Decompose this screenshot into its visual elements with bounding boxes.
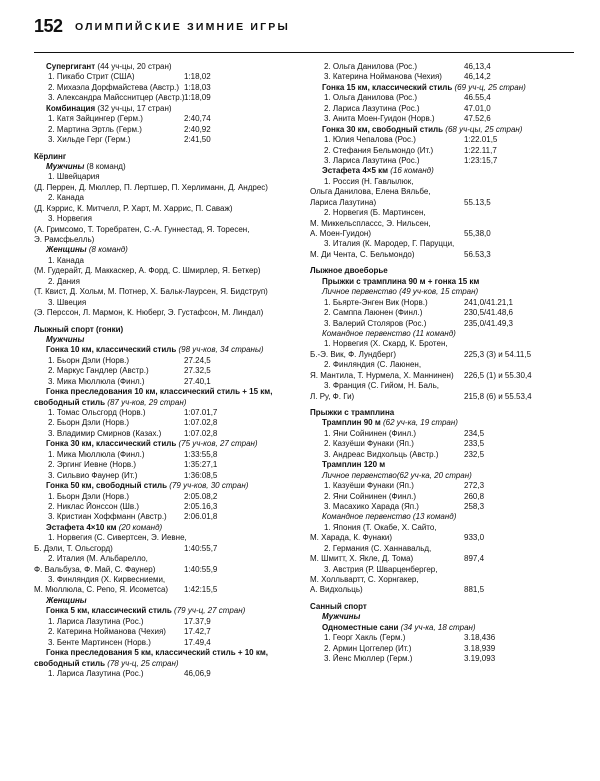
result-value: 17.37,9 — [184, 616, 211, 626]
result-entry: 2. Стефания Бельмондо (Ит.) — [324, 145, 434, 155]
result-value: 2:06.01,8 — [184, 512, 218, 522]
result-value: 235,0/41.49,3 — [464, 318, 513, 328]
result-value: 17.42,7 — [184, 627, 211, 637]
result-entry: 2. Михаэла Дорфмайстева (Австр.) — [48, 82, 180, 92]
result-row — [310, 371, 562, 381]
event-heading: свободный стиль (87 уч-ков, 29 стран) — [34, 397, 187, 407]
team-roster: (М. Гудерайт, Д. Маккаскер, А. Форд, С. Шмирлер, Я. Беткер) — [34, 266, 261, 276]
result-entry: 3. Франция (С. Гийом, Н. Баль, — [324, 381, 439, 391]
result-entry: 2. Самппа Лаюнен (Финл.) — [324, 308, 423, 318]
result-value: 1:33:55,8 — [184, 449, 218, 459]
result-entry: 3. Австрия (Р. Шварценбергер, — [324, 564, 438, 574]
result-value: 226,5 (1) и 55.30,4 — [464, 370, 532, 380]
result-value: 55.13,5 — [464, 197, 491, 207]
team-roster: (Э. Перссон, Л. Мармон, К. Нюберг, Э. Густафсон, М. Линдал) — [34, 308, 264, 318]
sport-heading: Прыжки с трамплина — [310, 408, 395, 417]
result-list — [310, 298, 562, 329]
result-list — [34, 533, 292, 596]
result-row — [34, 408, 292, 418]
result-entry: 2. Маркус Гандлер (Австр.) — [48, 366, 149, 376]
result-entry: 1. Бьорн Дэли (Норв.) — [48, 355, 130, 365]
result-entry: М. Ди Чента, С. Бельмондо) — [310, 249, 415, 259]
event-heading: свободный стиль (78 уч-ц, 25 стран) — [34, 658, 179, 668]
result-entry: 1. Япония (Т. Окабе, Х. Сайто, — [324, 522, 437, 532]
result-row — [310, 229, 562, 239]
result-entry: 2. Никлас Йонссон (Шв.) — [48, 501, 139, 511]
result-row — [34, 460, 292, 470]
result-row — [310, 381, 562, 391]
result-row — [34, 366, 292, 376]
result-entry: 3. Финляндия (Х. Кирвесниеми, — [48, 575, 166, 584]
result-entry: 1. Бьярте-Энген Вик (Норв.) — [324, 297, 428, 307]
event-note: Личное первенство (49 уч-ков, 15 стран) — [322, 287, 479, 297]
result-row — [34, 471, 292, 481]
result-entry: 2. Катерина Нойманова (Чехия) — [48, 627, 166, 637]
result-value: 233,5 — [464, 439, 485, 449]
left-column — [34, 62, 292, 679]
result-row — [310, 544, 562, 554]
section-heading: Комбинация (32 уч-цы, 17 стран) — [46, 103, 172, 113]
result-row — [310, 198, 562, 208]
result-value: 1:42:15,5 — [184, 585, 218, 595]
result-list — [310, 481, 562, 512]
result-row — [34, 492, 292, 502]
result-row — [310, 239, 562, 249]
result-list — [310, 429, 562, 460]
result-value: 17.49,4 — [184, 637, 211, 647]
result-value: 225,3 (3) и 54.11,5 — [464, 349, 532, 359]
result-value: 3.19,093 — [464, 654, 496, 664]
result-value: 1:40:55,7 — [184, 543, 218, 553]
result-value: 258,3 — [464, 501, 485, 511]
result-value: 1:22.01,5 — [464, 135, 498, 145]
event-heading: Гонка 30 км, классический стиль (75 уч-ков, 27 стран) — [46, 439, 258, 449]
result-row — [34, 575, 292, 585]
result-row — [310, 575, 562, 585]
result-entry: 2. Бьорн Дэли (Норв.) — [48, 418, 130, 428]
result-row — [310, 114, 562, 124]
result-row — [310, 187, 562, 197]
result-entry: 1. Георг Хакль (Герм.) — [324, 633, 406, 643]
gender-heading: Мужчины — [46, 334, 85, 344]
result-value: 2:05.08,2 — [184, 491, 218, 501]
result-entry: 1. Ольга Данилова (Рос.) — [324, 93, 418, 103]
result-row — [34, 83, 292, 93]
team-roster: (Т. Квист, Д. Хольм, М. Потнер, Х. Бальк-Лаурсен, Я. Бидструп) — [34, 287, 268, 297]
page-number: 152 — [34, 16, 63, 36]
result-row — [310, 554, 562, 564]
result-row — [310, 450, 562, 460]
result-row — [34, 125, 292, 135]
result-row — [310, 177, 562, 187]
event-heading: Эстафета 4×10 км (20 команд) — [46, 522, 163, 532]
result-value: 1:18,02 — [184, 72, 211, 82]
result-entry: 2. Лариса Лазутина (Рос.) — [324, 103, 420, 113]
result-value: 3.18,436 — [464, 633, 496, 643]
result-list — [310, 135, 562, 166]
result-entry: Лариса Лазутина) — [310, 197, 377, 207]
result-row — [310, 481, 562, 491]
result-list — [310, 93, 562, 124]
result-value: 27.32,5 — [184, 366, 211, 376]
result-entry: 2. Финляндия (С. Лаюнен, — [324, 360, 422, 370]
result-row — [34, 565, 292, 575]
result-value: 1:36:08,5 — [184, 470, 218, 480]
result-entry: 1. Катя Зайцингер (Герм.) — [48, 114, 143, 124]
sport-heading: Санный спорт — [310, 601, 367, 611]
result-list — [310, 177, 562, 261]
result-row — [310, 156, 562, 166]
result-row — [310, 633, 562, 643]
result-row — [34, 418, 292, 428]
result-list — [310, 62, 562, 83]
sport-heading: Лыжное двоеборье — [310, 266, 388, 276]
result-row — [310, 308, 562, 318]
result-entry: 1. Пикабо Стрит (США) — [48, 72, 135, 82]
result-list — [310, 339, 562, 402]
result-value: 46,14,2 — [464, 72, 491, 82]
result-list — [34, 408, 292, 439]
page-header — [34, 16, 574, 42]
team-list — [34, 256, 292, 319]
result-value: 241,0/41.21,1 — [464, 297, 513, 307]
event-heading: Гонка преследования 10 км, классический стиль + 15 км, — [46, 387, 273, 397]
team-roster: (А. Гримсомо, Т. Торебратен, С.-А. Гуннестад, Я. Торесен, — [34, 224, 250, 234]
result-entry: 2. Ольга Данилова (Рос.) — [324, 62, 418, 71]
result-entry: 2. Мартина Эртль (Герм.) — [48, 124, 142, 134]
result-entry: 3. Йенс Мюллер (Герм.) — [324, 654, 413, 664]
result-value: 2:40,74 — [184, 114, 211, 124]
result-value: 55,38,0 — [464, 229, 491, 238]
result-row — [34, 72, 292, 82]
result-row — [310, 93, 562, 103]
result-value: 1:07.02,8 — [184, 428, 218, 438]
result-entry: 2. Казуёши Фунаки (Яп.) — [324, 439, 414, 449]
result-row — [34, 554, 292, 564]
result-entry: 3. Масахико Харада (Яп.) — [324, 501, 419, 511]
result-row — [310, 104, 562, 114]
result-value: 47.52,6 — [464, 114, 491, 124]
result-row — [310, 502, 562, 512]
result-entry: 3. Италия (К. Мародер, Г. Паруцци, — [324, 239, 455, 249]
result-value: 260,8 — [464, 491, 485, 501]
result-entry: 3. Лариса Лазутина (Рос.) — [324, 155, 420, 165]
result-value: 47.01,0 — [464, 103, 491, 113]
result-value: 46.55,4 — [464, 93, 491, 103]
result-row — [34, 627, 292, 637]
result-entry: 2. Яни Сойнинен (Финл.) — [324, 491, 417, 501]
result-entry: 1. Яни Сойнинен (Финл.) — [324, 428, 417, 438]
result-entry: 3. Валерий Столяров (Рос.) — [324, 318, 427, 328]
team-roster: Э. Рамсфьелль) — [34, 235, 95, 244]
event-note: Командное первенство (11 команд) — [322, 328, 456, 338]
sport-heading: Лыжный спорт (гонки) — [34, 324, 124, 334]
result-row — [310, 429, 562, 439]
team-list — [34, 172, 292, 245]
team-place: 1. Швейцария — [48, 172, 100, 182]
result-row — [310, 523, 562, 533]
result-value: 2:40,92 — [184, 124, 211, 134]
result-row — [310, 72, 562, 82]
result-value: 881,5 — [464, 585, 485, 595]
result-entry: 2. Норвегия (Б. Мартинсен, — [324, 208, 426, 218]
result-entry: 1. Казуёши Фунаки (Яп.) — [324, 481, 414, 491]
result-entry: 3. Бенте Мартинсен (Норв.) — [48, 637, 151, 647]
result-row — [310, 360, 562, 370]
result-entry: Л. Ру, Ф. Ги) — [310, 391, 355, 401]
result-row — [310, 644, 562, 654]
result-value: 27.40,1 — [184, 376, 211, 386]
result-entry: 2. Италия (М. Альбарелло, — [48, 554, 148, 564]
result-entry: 2. Германия (С. Ханнавальд, — [324, 543, 432, 553]
result-value: 230,5/41.48,6 — [464, 308, 513, 318]
result-entry: М. Шмитт, Х. Якле, Д. Тома) — [310, 554, 414, 564]
result-row — [34, 450, 292, 460]
sport-heading: Кёрлинг — [34, 151, 67, 161]
event-note: Командное первенство (13 команд) — [322, 512, 457, 522]
result-entry: 1. Лариса Лазутина (Рос.) — [48, 616, 144, 626]
team-place: 2. Дания — [48, 276, 80, 286]
result-row — [310, 492, 562, 502]
event-heading: Эстафета 4×5 км (16 команд) — [322, 166, 434, 176]
result-value: 232,5 — [464, 449, 485, 459]
result-row — [34, 93, 292, 103]
event-heading: Трамплин 90 м (62 уч-ка, 19 стран) — [322, 418, 458, 428]
event-heading: Гонка 5 км, классический стиль (79 уч-ц, 27 стран) — [46, 606, 246, 616]
result-entry: 1. Юлия Чепалова (Рос.) — [324, 135, 416, 145]
result-row — [310, 533, 562, 543]
result-row — [34, 533, 292, 543]
result-value: 234,5 — [464, 428, 485, 438]
result-row — [34, 638, 292, 648]
result-row — [310, 392, 562, 402]
result-list — [34, 114, 292, 145]
result-entry: 1. Россия (Н. Гавлылюк, — [324, 176, 414, 186]
result-row — [310, 219, 562, 229]
result-row — [310, 654, 562, 664]
result-entry: 1. Томас Ольсгорд (Норв.) — [48, 408, 146, 417]
result-row — [310, 135, 562, 145]
team-place: 3. Норвегия — [48, 214, 92, 224]
event-heading: Прыжки с трамплина 90 м + гонка 15 км — [322, 276, 480, 286]
event-heading: Трамплин 120 м — [322, 460, 386, 470]
result-entry: 1. Бьорн Дэли (Норв.) — [48, 491, 130, 501]
result-entry: М. Мюллюла, С. Репо, Я. Исометса) — [34, 585, 169, 595]
result-row: 1. Лариса Лазутина (Рос.) 46,06,9 — [48, 668, 211, 678]
gender-heading: Женщины — [46, 595, 87, 605]
result-entry: 1. Норвегия (С. Сивертсен, Э. Иевне, — [48, 533, 187, 543]
result-entry: 3. Хильде Герг (Герм.) — [48, 135, 131, 145]
result-value: 1:18,03 — [184, 82, 211, 92]
result-entry: 3. Катерина Нойманова (Чехия) — [324, 72, 442, 82]
result-entry: Б.-Э. Вик, Ф. Лундберг) — [310, 349, 397, 359]
result-entry: Ф. Вальбуза, Ф. Май, С. Фаунер) — [34, 564, 156, 574]
result-entry: 3. Владимир Смирнов (Казах.) — [48, 428, 162, 438]
result-value: 1:22.11,7 — [464, 145, 497, 155]
result-value: 2:05.16,3 — [184, 501, 218, 511]
team-place: 1. Канада — [48, 255, 84, 265]
event-heading: Гонка 10 км, классический стиль (98 уч-ков, 34 страны) — [46, 345, 264, 355]
result-entry: 3. Александра Майсснитцер (Австр.) — [48, 93, 185, 103]
result-row — [310, 146, 562, 156]
result-row — [34, 502, 292, 512]
result-row — [34, 377, 292, 387]
result-row — [310, 62, 562, 72]
result-value: 933,0 — [464, 533, 485, 543]
result-row — [310, 250, 562, 260]
result-value: 897,4 — [464, 554, 485, 564]
team-place: 2. Канада — [48, 193, 84, 203]
result-row — [34, 135, 292, 145]
result-list — [34, 492, 292, 523]
result-value: 1:18,09 — [184, 93, 211, 103]
result-row — [310, 565, 562, 575]
result-value: 2:41,50 — [184, 135, 211, 145]
result-row — [34, 356, 292, 366]
result-list — [310, 633, 562, 664]
result-entry: А. Видхольць) — [310, 585, 363, 595]
result-row — [34, 544, 292, 554]
result-entry: 1. Норвегия (Х. Скард, К. Бротен, — [324, 339, 448, 349]
gender-heading: Женщины (8 команд) — [46, 245, 128, 255]
page-title: ОЛИМПИЙСКИЕ ЗИМНИЕ ИГРЫ — [75, 21, 290, 33]
result-value: 46,13,4 — [464, 62, 491, 71]
result-entry: М. Миккельсплассс, Э. Нильсен, — [310, 218, 431, 228]
result-row — [34, 114, 292, 124]
gender-heading: Мужчины (8 команд) — [46, 161, 126, 171]
header-rule — [34, 52, 574, 53]
result-entry: 3. Сильвио Фаунер (Ит.) — [48, 470, 138, 480]
result-entry: Я. Мантила, Т. Нурмела, Х. Маннинен) — [310, 370, 454, 380]
result-entry: Б. Дэли, Т. Ольсгорд) — [34, 543, 113, 553]
event-heading: Гонка преследования 5 км, классический стиль + 10 км, — [46, 648, 268, 658]
result-value: 215,8 (6) и 55.53,4 — [464, 391, 532, 401]
gender-heading: Мужчины — [322, 612, 361, 622]
section-heading: Супергигант (44 уч-цы, 20 стран) — [46, 62, 172, 71]
right-column — [310, 62, 562, 665]
event-heading: Гонка 15 км, классический стиль (69 уч-ц, 25 стран) — [322, 82, 526, 92]
result-entry: 1. Мика Мюллюла (Финл.) — [48, 449, 145, 459]
result-value: 1:07.01,7 — [184, 408, 218, 417]
event-heading: Гонка 50 км, свободный стиль (79 уч-ков, 30 стран) — [46, 481, 249, 491]
result-entry: М. Харада, К. Фунаки) — [310, 533, 393, 543]
result-entry: 3. Андреас Видхольць (Австр.) — [324, 449, 439, 459]
result-list — [34, 450, 292, 481]
team-roster: (Д. Кэррис, К. Митчелл, Р. Харт, М. Харрис, П. Саваж) — [34, 203, 233, 213]
result-value: 272,3 — [464, 481, 485, 491]
team-place: 3. Швеция — [48, 297, 87, 307]
result-list — [34, 72, 292, 103]
team-roster: (Д. Перрен, Д. Мюллер, П. Лертшер, П. Херлиманн, Д. Андрес) — [34, 182, 268, 192]
result-row — [310, 208, 562, 218]
result-value: 1:35:27,1 — [184, 460, 218, 470]
event-heading: Одноместные сани (34 уч-ка, 18 стран) — [322, 622, 476, 632]
result-row — [34, 585, 292, 595]
result-row — [34, 617, 292, 627]
result-list — [34, 356, 292, 387]
result-entry: Ольга Данилова, Елена Вяльбе, — [310, 187, 431, 197]
result-value: 1:07.02,8 — [184, 418, 218, 428]
result-entry: 2. Армин Цоггелер (Ит.) — [324, 643, 412, 653]
result-entry: 3. Мика Мюллюла (Финл.) — [48, 376, 145, 386]
result-value: 3.18,939 — [464, 643, 496, 653]
result-list — [34, 617, 292, 648]
event-note: Личное первенство(62 уч-ка, 20 стран) — [322, 470, 472, 480]
result-value: 56.53,3 — [464, 249, 491, 259]
result-row — [310, 319, 562, 329]
result-entry: 3. Анита Моен-Гуидон (Норв.) — [324, 114, 435, 124]
result-row — [310, 439, 562, 449]
result-row — [310, 298, 562, 308]
result-row — [34, 512, 292, 522]
result-entry: 2. Эргинг Иевне (Норв.) — [48, 460, 137, 470]
result-list — [310, 523, 562, 596]
result-row — [34, 429, 292, 439]
result-value: 1:40:55,9 — [184, 564, 218, 574]
result-entry: М. Холльвартт, С. Хорнгакер, — [310, 575, 419, 584]
event-heading: Гонка 30 км, свободный стиль (68 уч-цы, 25 стран) — [322, 124, 523, 134]
result-row — [310, 339, 562, 349]
result-value: 27.24,5 — [184, 355, 211, 365]
result-row — [310, 350, 562, 360]
result-row — [310, 585, 562, 595]
result-entry: 3. Кристиан Хоффманн (Австр.) — [48, 512, 167, 522]
result-entry: А. Моен-Гуидон) — [310, 229, 371, 238]
result-value: 1:23:15,7 — [464, 155, 498, 165]
